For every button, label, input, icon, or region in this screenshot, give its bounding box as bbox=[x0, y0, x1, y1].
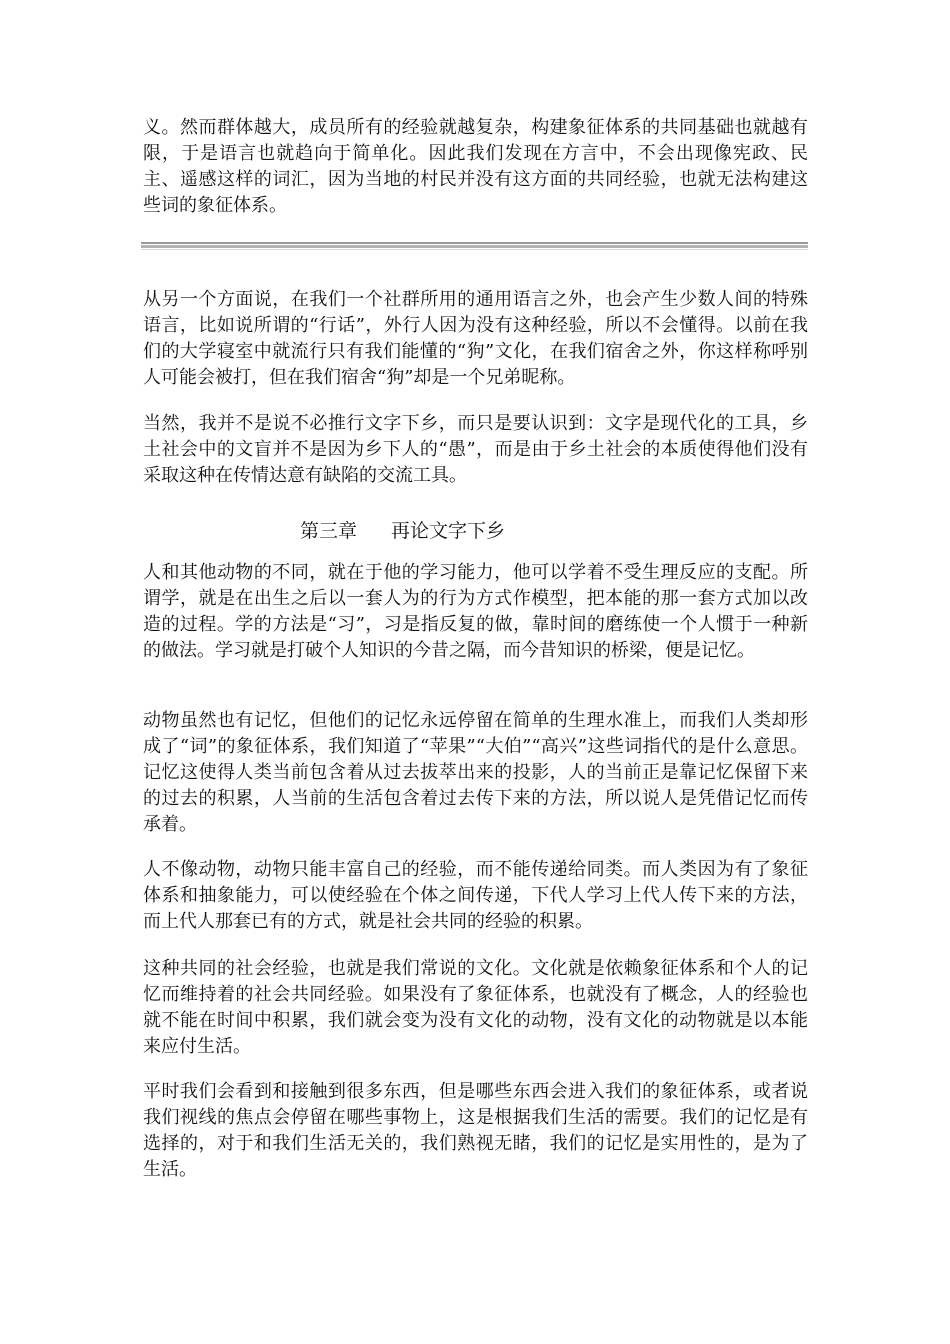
paragraph-6: 人不像动物，动物只能丰富自己的经验，而不能传递给同类。而人类因为有了象征体系和抽象能力，可以使经验在个体之间传递，下代人学习上代人传下来的方法，而上代人那套已有的方式，就是社会共同的经验的积累。 bbox=[143, 859, 808, 932]
section-divider bbox=[141, 242, 808, 252]
chapter-heading bbox=[300, 518, 505, 544]
paragraph-4: 人和其他动物的不同，就在于他的学习能力，他可以学着不受生理反应的支配。所谓学，就是在出生之后以一套人为的行为方式作模型，把本能的那一套方式加以改造的过程。学的方法是“习”，习是指反复的做，靠时间的磨练使一个人惯于一种新的做法。学习就是打破个人知识的今昔之隔，而今昔知识的桥梁，便是记忆。 bbox=[143, 562, 808, 661]
paragraph-8: 平时我们会看到和接触到很多东西，但是哪些东西会进入我们的象征体系，或者说我们视线的焦点会停留在哪些事物上，这是根据我们生活的需要。我们的记忆是有选择的，对于和我们生活无关的，我们熟视无睹，我们的记忆是实用性的，是为了生活。 bbox=[143, 1081, 808, 1180]
top-paragraph: 义。然而群体越大，成员所有的经验就越复杂，构建象征体系的共同基础也就越有限，于是语言也就趋向于简单化。因此我们发现在方言中，不会出现像宪政、民主、遥感这样的词汇，因为当地的村民并没有这方面的共同经验，也就无法构建这些词的象征体系。 bbox=[143, 117, 808, 216]
chapter-title: 再论文字下乡 bbox=[391, 520, 506, 542]
paragraph-3: 当然，我并不是说不必推行文字下乡，而只是要认识到：文字是现代化的工具，乡土社会中的文盲并不是因为乡下人的“愚”，而是由于乡土社会的本质使得他们没有采取这种在传情达意有缺陷的交流工具。 bbox=[143, 413, 808, 486]
paragraph-2: 从另一个方面说，在我们一个社群所用的通用语言之外，也会产生少数人间的特殊语言，比如说所谓的“行话”，外行人因为没有这种经验，所以不会懂得。以前在我们的大学寝室中就流行只有我们能懂的“狗”文化，在我们宿舍之外，你这样称呼别人可能会被打，但在我们宿舍“狗”却是一个兄弟昵称。 bbox=[143, 289, 808, 388]
paragraph-5: 动物虽然也有记忆，但他们的记忆永远停留在简单的生理水准上，而我们人类却形成了“词”的象征体系，我们知道了“苹果”“大伯”“高兴”这些词指代的是什么意思。记忆这使得人类当前包含着从过去拔萃出来的投影，人的当前正是靠记忆保留下来的过去的积累，人当前的生活包含着过去传下来的方法，所以说人是凭借记忆而传承着。 bbox=[143, 710, 808, 835]
chapter-number: 第三章 bbox=[300, 520, 358, 542]
paragraph-7: 这种共同的社会经验，也就是我们常说的文化。文化就是依赖象征体系和个人的记忆而维持着的社会共同经验。如果没有了象征体系，也就没有了概念，人的经验也就不能在时间中积累，我们就会变为没有文化的动物，没有文化的动物就是以本能来应付生活。 bbox=[143, 958, 808, 1057]
